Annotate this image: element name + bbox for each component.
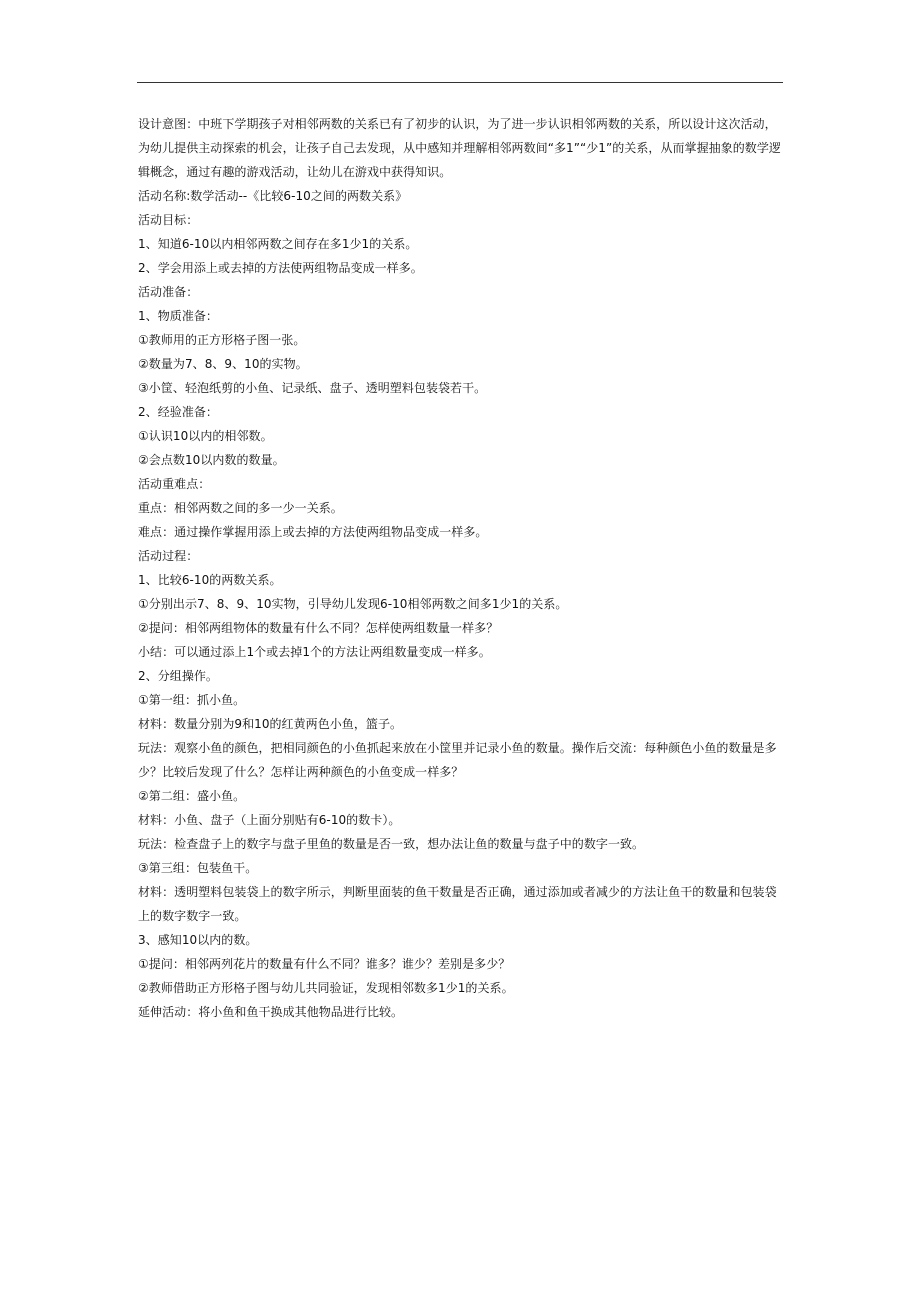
activity-name: 活动名称:数学活动--《比较6-10之间的两数关系》 bbox=[138, 189, 408, 203]
key-point: 重点：相邻两数之间的多一少一关系。 bbox=[138, 501, 343, 515]
section-heading-goals: 活动目标： bbox=[138, 213, 199, 227]
materials-text: 材料：小鱼、盘子（上面分别贴有6-10的数卡）。 bbox=[138, 813, 401, 827]
subheading-material-prep: 1、物质准备： bbox=[138, 309, 218, 323]
list-item: ①认识10以内的相邻数。 bbox=[138, 429, 273, 443]
list-item: ②教师借助正方形格子图与幼儿共同验证，发现相邻数多1少1的关系。 bbox=[138, 981, 514, 995]
list-item: ①分别出示7、8、9、10实物，引导幼儿发现6-10相邻两数之间多1少1的关系。 bbox=[138, 597, 568, 611]
section-heading-preparation: 活动准备： bbox=[138, 285, 199, 299]
list-item: ③小筐、轻泡纸剪的小鱼、记录纸、盘子、透明塑料包装袋若干。 bbox=[138, 381, 487, 395]
section-heading-key-points: 活动重难点： bbox=[138, 477, 211, 491]
materials-text: 材料：透明塑料包装袋上的数字所示，判断里面装的鱼干数量是否正确，通过添加或者减少的方法让鱼干的数量和包装袋上的数字数字一致。 bbox=[138, 885, 777, 923]
design-intent-paragraph: 设计意图：中班下学期孩子对相邻两数的关系已有了初步的认识，为了进一步认识相邻两数的关系，所以设计这次活动，为幼儿提供主动探索的机会，让孩子自己去发现，从中感知并理解相邻两数间“多1”“少1”的关系，从而掌握抽象的数学逻辑概念，通过有趣的游戏活动，让幼儿在游戏中获得知识。 bbox=[138, 117, 781, 179]
group-heading: ②第二组：盛小鱼。 bbox=[138, 789, 246, 803]
materials-text: 材料：数量分别为9和10的红黄两色小鱼，篮子。 bbox=[138, 717, 403, 731]
goal-item: 1、知道6-10以内相邻两数之间存在多1少1的关系。 bbox=[138, 237, 418, 251]
extension-activity: 延伸活动：将小鱼和鱼干换成其他物品进行比较。 bbox=[138, 1005, 404, 1019]
process-step-heading: 3、感知10以内的数。 bbox=[138, 933, 258, 947]
section-heading-process: 活动过程： bbox=[138, 549, 199, 563]
list-item: ②会点数10以内数的数量。 bbox=[138, 453, 285, 467]
list-item: ①提问：相邻两列花片的数量有什么不同？谁多？谁少？差别是多少？ bbox=[138, 957, 511, 971]
difficult-point: 难点：通过操作掌握用添上或去掉的方法使两组物品变成一样多。 bbox=[138, 525, 488, 539]
list-item: ①教师用的正方形格子图一张。 bbox=[138, 333, 306, 347]
list-item: ②数量为7、8、9、10的实物。 bbox=[138, 357, 308, 371]
document-body bbox=[138, 112, 784, 1024]
goal-item: 2、学会用添上或去掉的方法使两组物品变成一样多。 bbox=[138, 261, 423, 275]
gameplay-text: 玩法：观察小鱼的颜色，把相同颜色的小鱼抓起来放在小筐里并记录小鱼的数量。操作后交流：每种颜色小鱼的数量是多少？比较后发现了什么？怎样让两种颜色的小鱼变成一样多？ bbox=[138, 741, 777, 779]
group-heading: ①第一组：抓小鱼。 bbox=[138, 693, 246, 707]
header-rule bbox=[137, 82, 783, 83]
list-item: ②提问：相邻两组物体的数量有什么不同？怎样使两组数量一样多？ bbox=[138, 621, 499, 635]
process-step-heading: 2、分组操作。 bbox=[138, 669, 218, 683]
group-heading: ③第三组：包装鱼干。 bbox=[138, 861, 258, 875]
subheading-experience-prep: 2、经验准备： bbox=[138, 405, 218, 419]
summary: 小结：可以通过添上1个或去掉1个的方法让两组数量变成一样多。 bbox=[138, 645, 491, 659]
gameplay-text: 玩法：检查盘子上的数字与盘子里鱼的数量是否一致，想办法让鱼的数量与盘子中的数字一致。 bbox=[138, 837, 645, 851]
process-step-heading: 1、比较6-10的两数关系。 bbox=[138, 573, 282, 587]
